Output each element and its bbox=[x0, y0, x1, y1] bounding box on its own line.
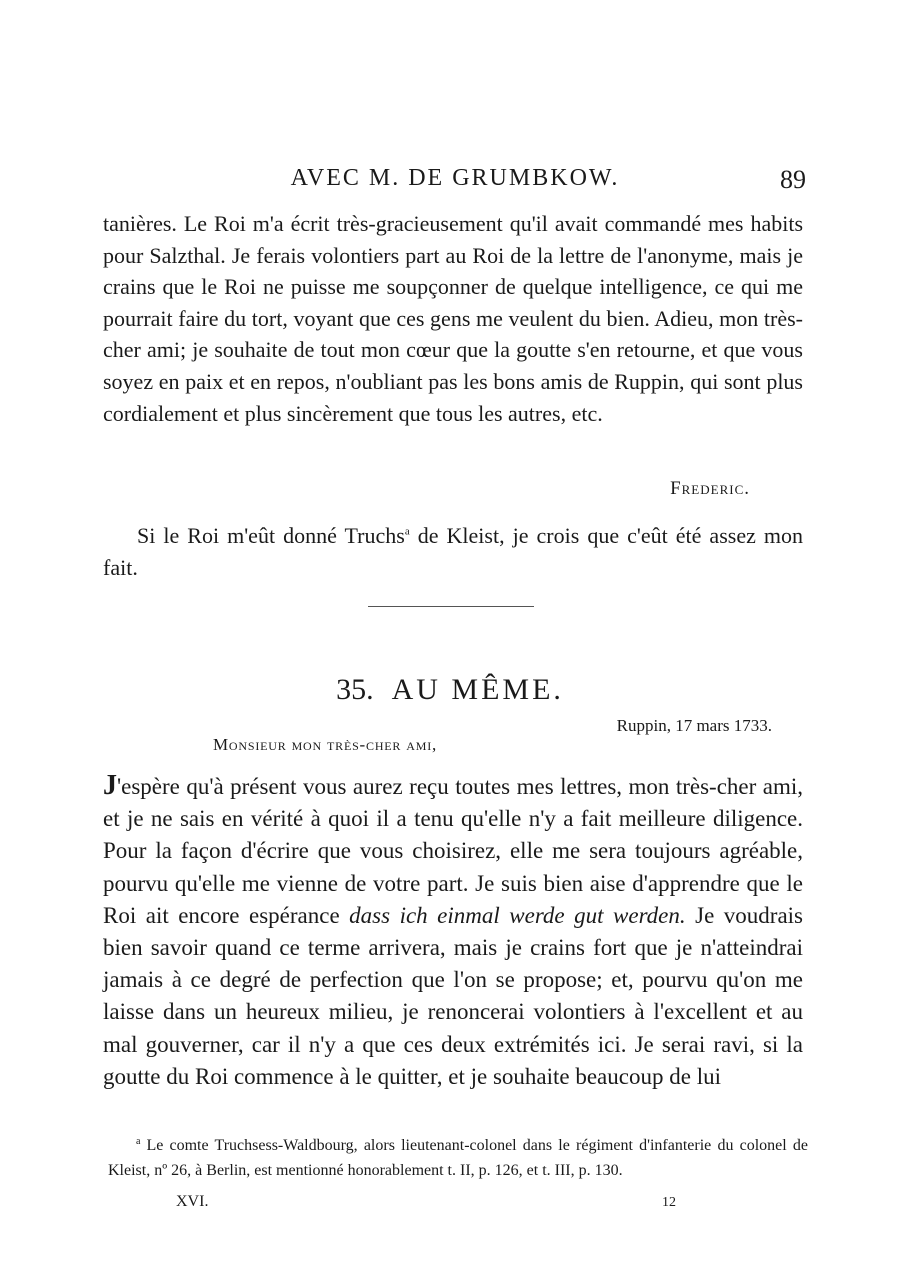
letter-body-text-1: 'espère qu'à présent vous aurez reçu toutes mes lettres, mon très-cher ami, et je ne sais en vérité à quoi il a tenu qu'elle n'y a fait meilleure diligence. Pour la façon d'écrire que vous choisirez, elle me sera toujours agréable, pourvu qu'elle me vienne de votre part. Je suis bien aise d'apprendre que le Roi ait encore espérance bbox=[103, 774, 803, 928]
salutation: Monsieur mon très-cher ami, bbox=[213, 735, 438, 754]
letter-title: AU MÊME. bbox=[391, 673, 564, 706]
postscript-text-end: de Kleist, je crois que c'eût été assez mon fait. bbox=[103, 523, 803, 580]
page-number: 89 bbox=[780, 165, 806, 194]
drop-cap: J bbox=[103, 770, 117, 801]
volume-mark: XVI. bbox=[176, 1193, 209, 1210]
signature: Frederic. bbox=[670, 478, 750, 499]
section-divider bbox=[368, 606, 534, 607]
dateline: Ruppin, 17 mars 1733. bbox=[616, 716, 772, 735]
running-title: AVEC M. DE GRUMBKOW. bbox=[290, 165, 620, 191]
running-head bbox=[100, 165, 810, 195]
letter-body-text-2: Je voudrais bien savoir quand ce terme arrivera, mais je crains fort que je n'atteindrai jamais à ce degré de perfection que l'on se propose; et, pourvu qu'on me laisse dans un heureux milieu, je renoncerai volontiers à l'excellent et au mal gouverner, car il n'y a que ces deux extrémités ici. Je serai ravi, si la goutte du Roi commence à le quitter, et je souhaite beaucoup de lui bbox=[103, 902, 803, 1089]
footnote-text: Le comte Truchsess-Waldbourg, alors lieutenant-colonel dans le régiment d'infanterie du colonel de Kleist, nº 26, à Berlin, est mentionné honorablement t. II, p. 126, et t. III, p. 130. bbox=[108, 1137, 808, 1179]
letter-heading bbox=[0, 673, 900, 707]
footnote bbox=[108, 1133, 808, 1183]
postscript-text-start: Si le Roi m'eût donné Truchs bbox=[137, 523, 405, 548]
footnote-reference: a bbox=[404, 525, 410, 538]
postscript-paragraph bbox=[103, 520, 803, 583]
letter-number: 35. bbox=[336, 673, 374, 706]
letter-body bbox=[103, 770, 803, 1093]
sheet-number: 12 bbox=[662, 1195, 676, 1210]
footnote-mark: a bbox=[136, 1135, 141, 1147]
continuation-paragraph: tanières. Le Roi m'a écrit très-gracieusement qu'il avait commandé mes habits pour Salzthal. Je ferais volontiers part au Roi de la lettre de l'anonyme, mais je crains que le Roi ne puisse me soupçonner de quelque intelligence, ce qui me pourrait faire du tort, voyant que ces gens me veulent du bien. Adieu, mon très-cher ami; je souhaite de tout mon cœur que la goutte s'en retourne, et que vous soyez en paix et en repos, n'oubliant pas les bons amis de Ruppin, qui sont plus cordialement et plus sincèrement que tous les autres, etc. bbox=[103, 211, 803, 426]
letter-body-italic: dass ich einmal werde gut werden. bbox=[349, 902, 686, 928]
